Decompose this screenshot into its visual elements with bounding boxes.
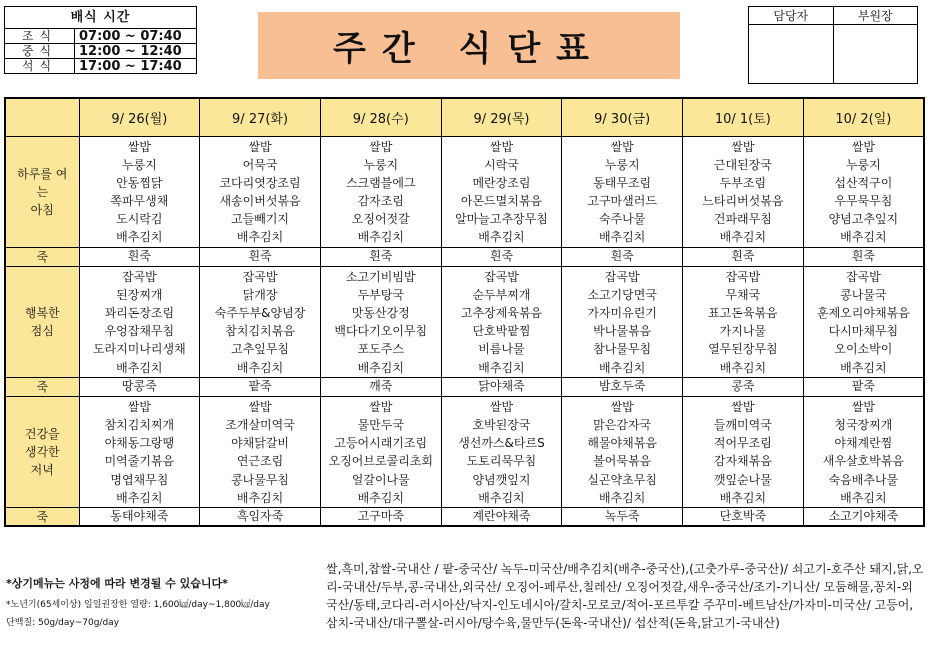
- dish-item: 조개살미역국: [225, 417, 295, 432]
- meal-row-lunch: [5, 266, 924, 377]
- dish-item: 쌀밥: [369, 139, 393, 154]
- change-notice: *상기메뉴는 사정에 따라 변경될 수 있습니다*: [6, 577, 228, 590]
- dish-item: 배추김치: [236, 490, 284, 505]
- meal-time-title: 배식 시간: [5, 7, 197, 29]
- dish-item: 메란장조림: [472, 175, 531, 190]
- meal-cell: [441, 396, 562, 507]
- dish-item: 새송이버섯볶음: [219, 194, 301, 209]
- meal-label-line: 저녁: [30, 462, 54, 477]
- dish-item: 박나물볶음: [593, 324, 652, 339]
- meal-cell: [803, 266, 924, 377]
- dish-item: 양념고추잎지: [828, 212, 899, 227]
- dish-item: 다시마채무침: [828, 324, 899, 339]
- meal-time-breakfast: 07:00 ~ 07:40: [75, 29, 197, 44]
- porridge-item: 계란야채죽: [441, 507, 562, 526]
- dish-item: 참나물무침: [593, 342, 652, 357]
- dish-item: 섭산적구이: [834, 175, 893, 190]
- dish-item: 가자미유린기: [587, 306, 657, 320]
- dish-item: 쌀밥: [610, 139, 634, 154]
- day-header: 10/ 2(일): [803, 98, 924, 136]
- porridge-item: 흰죽: [320, 247, 441, 266]
- origin-info: 쌀,흑미,찹쌀-국내산 / 팥-중국산/ 녹두-미국산/배추김치(배추-중국산),(고춧가루-중국산)/ 쇠고기-호주산 돼지,닭,오리-국내산/두부,콩-국내산,외국산/ 오징어-페루산,칠레산/ 오징어젓갈,새우-중국산/조기-기니산/ 모둠해물,꽁치-외국산/동태,코다리-러시아산/낙지-인도네시아/갈치-모로코/적어-포르투칼 주꾸미-베트남산/가자미-미국산/ 고등어,삼치-국내산/대구뽈살-러시아/탕수육,물만두(돈육-국내산)/ 섭산적(돈육,닭고기-국내산): [326, 562, 924, 630]
- meal-label-line: 생각한: [24, 444, 60, 459]
- meal-label: [5, 396, 79, 507]
- dish-item: 동태무조림: [593, 175, 652, 190]
- meal-time-label-breakfast: 조식: [5, 29, 75, 44]
- meal-cell: [803, 136, 924, 247]
- dish-item: 잡곡밥: [725, 269, 761, 284]
- porridge-item: 흰죽: [200, 247, 321, 266]
- porridge-item: 흰죽: [562, 247, 683, 266]
- porridge-label: 죽: [5, 377, 79, 396]
- dish-item: 실곤약초무침: [587, 472, 657, 487]
- dish-item: 물만두국: [357, 417, 404, 432]
- dish-item: 맑은감자국: [593, 417, 652, 432]
- porridge-item: 콩죽: [683, 377, 804, 396]
- dish-item: 도라지미나리생채: [92, 342, 186, 357]
- dish-item: 야채닭갈비: [231, 436, 290, 451]
- dish-item: 가지나물: [719, 324, 767, 339]
- dish-item: 배추김치: [719, 230, 767, 245]
- meal-cell: [320, 396, 441, 507]
- dish-item: 야채계란찜: [834, 436, 893, 451]
- porridge-item: 고구마죽: [320, 507, 441, 526]
- dish-item: 우무묵무침: [834, 194, 893, 209]
- dish-item: 들깨미역국: [713, 417, 772, 432]
- porridge-item: 소고기야채죽: [803, 507, 924, 526]
- meal-label-line: 아침: [30, 202, 54, 217]
- approval-box: [748, 6, 918, 84]
- meal-row-dinner: [5, 396, 924, 507]
- meal-label: [5, 266, 79, 377]
- dish-item: 쌀밥: [610, 399, 634, 414]
- dish-item: 쌀밥: [851, 399, 875, 414]
- dish-item: 배추김치: [598, 230, 646, 245]
- dish-item: 순두부찌개: [472, 287, 531, 302]
- porridge-item: 팥죽: [803, 377, 924, 396]
- dish-item: 소고기비빔밥: [345, 269, 416, 284]
- dish-item: 배추김치: [478, 490, 525, 505]
- porridge-row-breakfast: [5, 247, 924, 266]
- meal-cell: [562, 396, 683, 507]
- day-header-row: [5, 98, 924, 136]
- dish-item: 쪽파무생채: [110, 194, 169, 209]
- dish-item: 누룽지: [845, 157, 881, 172]
- calorie-note: *노년기(65세이상) 일일권장한 열량: 1,600㎉/day~1,800㎉/day: [6, 600, 270, 610]
- dish-item: 쌀밥: [731, 399, 755, 414]
- dish-item: 쌀밥: [248, 399, 272, 414]
- porridge-row-lunch: [5, 377, 924, 396]
- dish-item: 숙음배추나물: [828, 472, 899, 487]
- dish-item: 청국장찌개: [834, 417, 893, 432]
- dish-item: 감자조림: [357, 194, 404, 209]
- dish-item: 배추김치: [236, 360, 284, 375]
- porridge-item: 흰죽: [683, 247, 804, 266]
- dish-item: 배추김치: [478, 360, 525, 375]
- dish-item: 두부조림: [719, 175, 767, 190]
- meal-row-breakfast: [5, 136, 924, 247]
- porridge-item: 땅콩죽: [79, 377, 200, 396]
- dish-item: 명엽채무침: [110, 472, 169, 487]
- porridge-item: 밤호두죽: [562, 377, 683, 396]
- dish-item: 코다리엿장조림: [219, 175, 301, 190]
- dish-item: 포도주스: [357, 342, 404, 357]
- meal-label-line: 는: [36, 184, 49, 199]
- dish-item: 쌀밥: [851, 139, 875, 154]
- dish-item: 우엉잡채무침: [104, 324, 175, 339]
- dish-item: 새우살호박볶음: [822, 454, 904, 469]
- dish-item: 느타리버섯볶음: [702, 194, 784, 209]
- page-title: 주간 식단표: [258, 12, 680, 79]
- day-header: 9/ 30(금): [562, 98, 683, 136]
- dish-item: 아몬드멸치볶음: [460, 194, 543, 209]
- dish-item: 쌀밥: [489, 399, 514, 414]
- dish-item: 된장찌개: [116, 287, 163, 302]
- dish-item: 두부탕국: [357, 287, 404, 302]
- dish-item: 맛동산강정: [351, 306, 410, 320]
- dish-item: 단호박팥찜: [472, 324, 531, 339]
- day-header: 9/ 28(수): [320, 98, 441, 136]
- dish-item: 누룽지: [604, 157, 640, 172]
- dish-item: 고들빼기지: [231, 212, 290, 227]
- meal-cell: [441, 136, 562, 247]
- meal-cell: [79, 136, 200, 247]
- porridge-label: 죽: [5, 247, 79, 266]
- dish-item: 비름나물: [478, 342, 525, 357]
- dish-item: 배추김치: [719, 490, 767, 505]
- meal-time-label-lunch: 중식: [5, 44, 75, 59]
- meal-time-lunch: 12:00 ~ 12:40: [75, 44, 197, 59]
- meal-cell: [683, 396, 804, 507]
- dish-item: 잡곡밥: [121, 269, 157, 284]
- dish-item: 배추김치: [357, 230, 404, 245]
- meal-cell: [683, 136, 804, 247]
- meal-cell: [803, 396, 924, 507]
- meal-cell: [562, 266, 683, 377]
- dish-item: 무채국: [725, 287, 761, 302]
- dish-item: 배추김치: [840, 490, 887, 505]
- meal-cell: [200, 266, 321, 377]
- dish-item: 고구마샐러드: [587, 194, 657, 209]
- meal-cell: [79, 396, 200, 507]
- meal-label-line: 하루를 여: [17, 166, 68, 181]
- dish-item: 배추김치: [478, 230, 525, 245]
- dish-item: 감자채볶음: [713, 454, 772, 469]
- dish-item: 참치김치찌개: [104, 417, 175, 432]
- dish-item: 고등어시래기조림: [334, 436, 428, 451]
- dish-item: 쌀밥: [369, 399, 393, 414]
- dish-item: 쌀밥: [731, 139, 755, 154]
- dish-item: 쌀밥: [127, 399, 151, 414]
- dish-item: 닭개장: [242, 287, 278, 302]
- dish-item: 참치김치볶음: [225, 324, 295, 339]
- dish-item: 오이소박이: [834, 342, 893, 357]
- dish-item: 배추김치: [598, 490, 646, 505]
- dish-item: 양념깻잎지: [472, 472, 531, 487]
- dish-item: 오징어브로콜리초회: [328, 454, 433, 469]
- dish-item: 배추김치: [116, 230, 163, 245]
- meal-cell: [683, 266, 804, 377]
- dish-item: 누룽지: [363, 157, 399, 172]
- porridge-item: 단호박죽: [683, 507, 804, 526]
- dish-item: 건파래무침: [713, 212, 772, 227]
- approval-manager-sign-area: [749, 25, 834, 84]
- dish-item: 볼어묵볶음: [593, 454, 652, 469]
- dish-item: 잡곡밥: [242, 269, 278, 284]
- dish-item: 잡곡밥: [604, 269, 640, 284]
- dish-item: 호박된장국: [472, 417, 531, 432]
- dish-item: 콩나물무침: [231, 472, 290, 487]
- meal-cell: [562, 136, 683, 247]
- dish-item: 생선까스&타르S: [458, 436, 545, 451]
- dish-item: 오징어젓갈: [351, 212, 410, 227]
- dish-item: 적어무조림: [713, 436, 772, 451]
- dish-item: 연근조림: [236, 454, 284, 469]
- dish-item: 백다다기오이무침: [334, 324, 428, 339]
- day-header: 9/ 26(월): [79, 98, 200, 136]
- dish-item: 고추장제육볶음: [460, 306, 543, 320]
- dish-item: 시락국: [484, 157, 519, 172]
- meal-label-line: 건강을: [24, 426, 60, 441]
- dish-item: 야채동그랑땡: [104, 436, 175, 451]
- meal-time-label-dinner: 석식: [5, 59, 75, 74]
- dish-item: 잡곡밥: [845, 269, 881, 284]
- porridge-item: 깨죽: [320, 377, 441, 396]
- dish-item: 고추잎무침: [231, 342, 290, 357]
- porridge-item: 흰죽: [79, 247, 200, 266]
- day-header: 9/ 29(목): [441, 98, 562, 136]
- meal-cell: [441, 266, 562, 377]
- porridge-item: 흑임자죽: [200, 507, 321, 526]
- dish-item: 얼갈이나물: [351, 472, 410, 487]
- meal-cell: [200, 136, 321, 247]
- porridge-label: 죽: [5, 507, 79, 526]
- meal-cell: [320, 136, 441, 247]
- day-header: 10/ 1(토): [683, 98, 804, 136]
- meal-cell: [79, 266, 200, 377]
- dish-item: 배추김치: [598, 360, 646, 375]
- dish-item: 열무된장무침: [708, 342, 778, 357]
- dish-item: 어묵국: [242, 157, 278, 172]
- dish-item: 배추김치: [236, 230, 284, 245]
- dish-item: 숙주두부&양념장: [214, 306, 306, 320]
- porridge-item: 녹두죽: [562, 507, 683, 526]
- approval-manager-label: 담당자: [749, 7, 834, 25]
- porridge-item: 닭야채죽: [441, 377, 562, 396]
- dish-item: 잡곡밥: [484, 269, 519, 284]
- dish-item: 콩나물국: [840, 287, 887, 302]
- dish-item: 도시락김: [116, 212, 163, 227]
- meal-cell: [320, 266, 441, 377]
- porridge-item: 동태야채죽: [79, 507, 200, 526]
- dish-item: 미역줄기볶음: [104, 454, 175, 469]
- dish-item: 도토리묵무침: [466, 454, 537, 469]
- dish-item: 배추김치: [116, 360, 163, 375]
- porridge-row-dinner: [5, 507, 924, 526]
- approval-director-label: 부원장: [833, 7, 918, 25]
- dish-item: 배추김치: [840, 230, 887, 245]
- dish-item: 배추김치: [357, 360, 404, 375]
- dish-item: 쌀밥: [248, 139, 272, 154]
- dish-item: 해물야채볶음: [587, 436, 657, 451]
- porridge-item: 팥죽: [200, 377, 321, 396]
- dish-item: 안동찜닭: [116, 175, 163, 190]
- dish-item: 숙주나물: [598, 212, 646, 227]
- day-header: 9/ 27(화): [200, 98, 321, 136]
- meal-time-dinner: 17:00 ~ 17:40: [75, 59, 197, 74]
- notes: [6, 576, 316, 634]
- header-corner: [5, 98, 79, 136]
- dish-item: 근대된장국: [713, 157, 772, 172]
- protein-note: 단백질: 50g/day~70g/day: [6, 618, 120, 628]
- dish-item: 깻잎순나물: [713, 472, 772, 487]
- porridge-item: 흰죽: [803, 247, 924, 266]
- meal-cell: [200, 396, 321, 507]
- dish-item: 배추김치: [357, 490, 404, 505]
- meal-time-table: [4, 6, 197, 74]
- porridge-item: 흰죽: [441, 247, 562, 266]
- dish-item: 누룽지: [121, 157, 157, 172]
- meal-label-line: 행복한: [24, 305, 60, 320]
- dish-item: 표고돈육볶음: [708, 306, 778, 320]
- weekly-menu-table: [4, 97, 925, 527]
- dish-item: 배추김치: [840, 360, 887, 375]
- dish-item: 꽈리돈장조림: [104, 306, 175, 320]
- meal-label-line: 점심: [30, 323, 54, 338]
- dish-item: 배추김치: [116, 490, 163, 505]
- dish-item: 쌀밥: [489, 139, 514, 154]
- meal-label: [5, 136, 79, 247]
- dish-item: 스크램블에그: [345, 175, 416, 190]
- dish-item: 쌀밥: [127, 139, 151, 154]
- dish-item: 소고기당면국: [587, 287, 657, 302]
- dish-item: 훈제오리야채볶음: [816, 306, 910, 320]
- dish-item: 알마늘고추장무침: [455, 212, 548, 227]
- approval-director-sign-area: [833, 25, 918, 84]
- dish-item: 배추김치: [719, 360, 767, 375]
